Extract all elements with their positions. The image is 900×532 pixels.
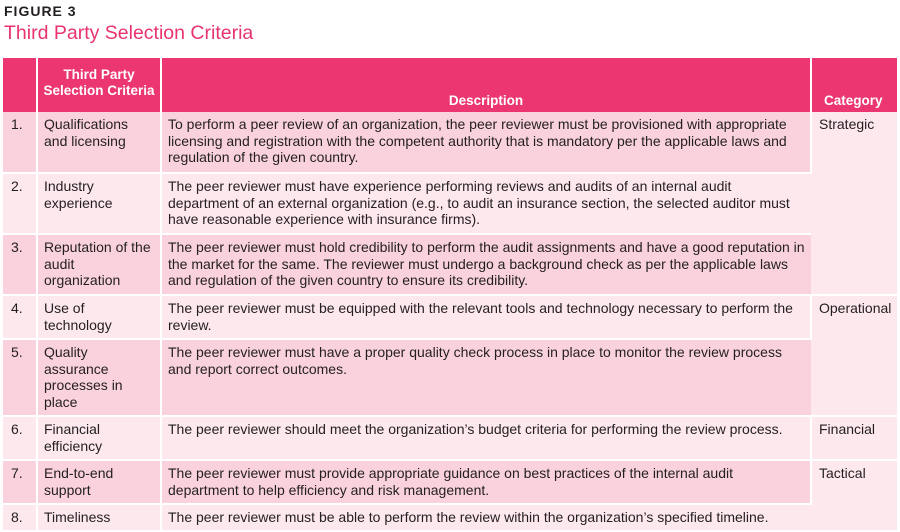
table-row bbox=[3, 173, 897, 234]
category-cell: Strategic bbox=[811, 112, 897, 295]
row-criteria: Financial efficiency bbox=[37, 416, 161, 460]
row-criteria: Quality assurance processes in place bbox=[37, 339, 161, 416]
criteria-table bbox=[3, 58, 897, 532]
row-number: 7. bbox=[3, 460, 37, 504]
table-row bbox=[3, 460, 897, 504]
row-criteria: Industry experience bbox=[37, 173, 161, 234]
row-description: The peer reviewer must be equipped with the relevant tools and technology necessary to perform the review. bbox=[161, 295, 811, 339]
figure-label: FIGURE 3 bbox=[4, 3, 77, 19]
header-number bbox=[3, 58, 37, 112]
category-cell: Operational bbox=[811, 295, 897, 416]
row-description: The peer reviewer must hold credibility to perform the audit assignments and have a good reputation in the market for the same. The reviewer must undergo a background check as per the applicable laws and regulation of the given country to ensure its credibility. bbox=[161, 234, 811, 295]
row-number: 2. bbox=[3, 173, 37, 234]
header-criteria: Third Party Selection Criteria bbox=[37, 58, 161, 112]
table-row bbox=[3, 112, 897, 173]
row-number: 6. bbox=[3, 416, 37, 460]
category-cell: Tactical bbox=[811, 460, 897, 531]
row-criteria: End-to-end support bbox=[37, 460, 161, 504]
row-description: The peer reviewer should meet the organization’s budget criteria for performing the review process. bbox=[161, 416, 811, 460]
row-description: To perform a peer review of an organization, the peer reviewer must be provisioned with appropriate licensing and registration with the competent authority that is mandatory per the applicable laws and regulation of the given country. bbox=[161, 112, 811, 173]
header-description: Description bbox=[161, 58, 811, 112]
row-criteria: Use of technology bbox=[37, 295, 161, 339]
row-criteria: Timeliness bbox=[37, 504, 161, 531]
table-row bbox=[3, 416, 897, 460]
row-number: 4. bbox=[3, 295, 37, 339]
category-cell: Financial bbox=[811, 416, 897, 460]
table-row bbox=[3, 295, 897, 339]
row-number: 5. bbox=[3, 339, 37, 416]
table-header-row bbox=[3, 58, 897, 112]
table-row bbox=[3, 504, 897, 531]
row-description: The peer reviewer must have experience performing reviews and audits of an internal audit department of an external organization (e.g., to audit an insurance section, the selected auditor must have reasonable experience with insurance firms). bbox=[161, 173, 811, 234]
row-number: 8. bbox=[3, 504, 37, 531]
row-criteria: Reputation of the audit organization bbox=[37, 234, 161, 295]
figure-title: Third Party Selection Criteria bbox=[4, 22, 254, 44]
row-description: The peer reviewer must be able to perform the review within the organization’s specified timeline. bbox=[161, 504, 811, 531]
row-number: 1. bbox=[3, 112, 37, 173]
row-description: The peer reviewer must provide appropriate guidance on best practices of the internal audit department to help efficiency and risk management. bbox=[161, 460, 811, 504]
row-criteria: Qualifications and licensing bbox=[37, 112, 161, 173]
row-number: 3. bbox=[3, 234, 37, 295]
table-row bbox=[3, 234, 897, 295]
header-category: Category bbox=[811, 58, 897, 112]
table-row bbox=[3, 339, 897, 416]
row-description: The peer reviewer must have a proper quality check process in place to monitor the review process and report correct outcomes. bbox=[161, 339, 811, 416]
